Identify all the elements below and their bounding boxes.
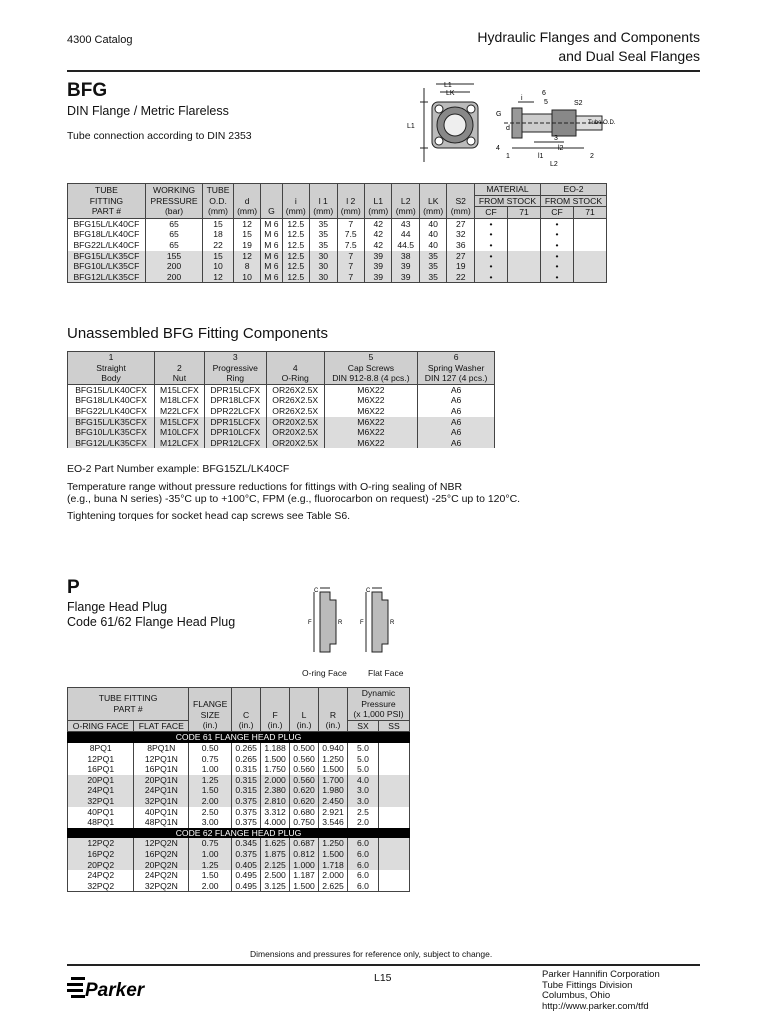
label-4: 4 <box>496 145 500 152</box>
col-l1: l 1 (mm) <box>310 184 337 219</box>
table-row: BFG15L/LK35CFX M15LCFX DPR15LCFX OR20X2.5X M6X22 A6 <box>68 417 495 428</box>
table-row: BFG12L/LK35CFX M12LCFX DPR12LCFX OR20X2.5X M6X22 A6 <box>68 438 495 449</box>
col-ring: 3 Progressive Ring <box>204 352 266 385</box>
col-LK: LK (mm) <box>419 184 446 219</box>
header-title-line1: Hydraulic Flanges and Components <box>477 29 700 45</box>
label-5: 5 <box>544 99 548 106</box>
col-body: 1 Straight Body <box>68 352 155 385</box>
col-F: F (in.) <box>261 688 290 732</box>
col-ss: SS <box>379 720 410 732</box>
band-code62: CODE 62 FLANGE HEAD PLUG <box>68 828 410 839</box>
label-1: 1 <box>506 153 510 160</box>
table-row: BFG10L/LK35CF 200 10 8 M 6 12.5 30 7 39 39 35 19 • • <box>68 261 607 272</box>
table-row: BFG15L/LK35CF 155 15 12 M 6 12.5 30 7 39 38 35 27 • • <box>68 251 607 262</box>
col-tube-od: TUBE O.D. (mm) <box>203 184 234 219</box>
catalog-label: 4300 Catalog <box>67 34 133 46</box>
col-tube-fitting: TUBE FITTING PART # <box>68 688 189 721</box>
col-712: 71 <box>574 207 607 219</box>
page-number: L15 <box>374 972 392 984</box>
temp-note-line2: (e.g., buna N series) -35°C up to +100°C, FPM (e.g., fluorocarbon on request) -25°C up to 120°C. <box>67 493 521 505</box>
plug-name-1: Flange Head Plug <box>67 600 168 614</box>
label-R-oring: R <box>338 620 343 626</box>
table-row: 16PQ1 16PQ1N 1.00 0.315 1.750 0.560 1.500 5.0 <box>68 764 410 775</box>
label-C-flat: C <box>366 588 371 594</box>
col-washer: 6 Spring Washer DIN 127 (4 pcs.) <box>418 352 495 385</box>
temp-note-line1: Temperature range without pressure reductions for fittings with O-ring sealing of NBR <box>67 481 463 493</box>
col-l2: l 2 (mm) <box>337 184 364 219</box>
col-screws: 5 Cap Screws DIN 912-8.8 (4 pcs.) <box>324 352 418 385</box>
page-header-title <box>477 28 700 66</box>
table-row: 12PQ2 12PQ2N 0.75 0.345 1.625 0.687 1.250 6.0 <box>68 838 410 849</box>
label-S2: S2 <box>574 100 583 107</box>
col-cf2: CF <box>541 207 574 219</box>
col-R: R (in.) <box>319 688 348 732</box>
unassembled-table <box>67 351 495 448</box>
label-C-oring: C <box>314 588 319 594</box>
table-row: BFG22L/LK40CF 65 22 19 M 6 12.5 35 7.5 42 44.5 40 36 • • <box>68 240 607 251</box>
col-nut: 2 Nut <box>155 352 205 385</box>
table-row: 8PQ1 8PQ1N 0.50 0.265 1.188 0.500 0.940 5.0 <box>68 743 410 754</box>
col-flange-size: FLANGE SIZE (in.) <box>189 688 232 732</box>
col-S2: S2 (mm) <box>447 184 475 219</box>
table-row: BFG22L/LK40CFX M22LCFX DPR22LCFX OR26X2.5X M6X22 A6 <box>68 406 495 417</box>
col-dynamic: Dynamic Pressure (x 1,000 PSI) <box>348 688 410 721</box>
bfg-flange-front-diagram <box>404 80 504 170</box>
table-row: 20PQ2 20PQ2N 1.25 0.405 2.125 1.000 1.718 6.0 <box>68 860 410 871</box>
footer-rule <box>67 964 700 966</box>
bfg-note: Tube connection according to DIN 2353 <box>67 130 252 142</box>
plug-diagrams <box>306 582 416 662</box>
parker-logo <box>67 972 155 1002</box>
table-row: BFG18L/LK40CF 65 18 15 M 6 12.5 35 7.5 42 44 40 32 • • <box>68 229 607 240</box>
col-L: L (in.) <box>290 688 319 732</box>
table-row: BFG18L/LK40CFX M18LCFX DPR18LCFX OR26X2.5X M6X22 A6 <box>68 395 495 406</box>
label-F-oring: F <box>308 620 312 626</box>
plug-code: P <box>67 577 80 598</box>
parker-logo-icon <box>67 972 155 1002</box>
bfg-fitting-side-diagram <box>494 88 616 168</box>
col-cf: CF <box>475 207 508 219</box>
label-3: 3 <box>554 135 558 142</box>
bfg-code: BFG <box>67 80 108 101</box>
col-L2: L2 (mm) <box>392 184 419 219</box>
bfg-spec-table <box>67 183 607 283</box>
label-LK: LK <box>446 90 455 97</box>
bfg-name: DIN Flange / Metric Flareless <box>67 104 229 118</box>
table-row: BFG15L/LK40CFX M15LCFX DPR15LCFX OR26X2.5X M6X22 A6 <box>68 384 495 395</box>
header-rule <box>67 70 700 72</box>
label-d: d <box>506 125 510 132</box>
label-F-flat: F <box>360 620 364 626</box>
label-6: 6 <box>542 90 546 97</box>
torque-note: Tightening torques for socket head cap screws see Table S6. <box>67 510 351 522</box>
col-material-stock: FROM STOCK <box>475 195 541 207</box>
table-row: 24PQ2 24PQ2N 1.50 0.495 2.500 1.187 2.000 6.0 <box>68 870 410 881</box>
col-flat-face: FLAT FACE <box>134 720 189 732</box>
label-tube-od: Tube O.D. <box>588 120 616 126</box>
label-R-flat: R <box>390 620 395 626</box>
label-G: G <box>496 111 502 118</box>
plug-name-2: Code 61/62 Flange Head Plug <box>67 615 236 629</box>
table-row: BFG10L/LK35CFX M10LCFX DPR10LCFX OR20X2.5X M6X22 A6 <box>68 427 495 438</box>
col-eo2: EO-2 <box>541 184 607 196</box>
label-2: 2 <box>590 153 594 160</box>
table-row: 40PQ1 40PQ1N 2.50 0.375 3.312 0.680 2.921 2.5 <box>68 807 410 818</box>
table-row: 12PQ1 12PQ1N 0.75 0.265 1.500 0.560 1.250 5.0 <box>68 754 410 765</box>
col-part: TUBE FITTING PART # <box>68 184 146 219</box>
table-row: 32PQ2 32PQ2N 2.00 0.495 3.125 1.500 2.625 6.0 <box>68 881 410 892</box>
col-oring: 4 O-Ring <box>266 352 324 385</box>
company-name: Parker Hannifin Corporation <box>542 969 660 980</box>
col-oring-face: O-RING FACE <box>68 720 134 732</box>
table-row: 48PQ1 48PQ1N 3.00 0.375 4.000 0.750 3.546 2.0 <box>68 817 410 828</box>
col-sx: SX <box>348 720 379 732</box>
col-d: d (mm) <box>233 184 260 219</box>
company-info <box>542 970 660 1012</box>
parker-logo-text: Parker <box>85 980 145 1001</box>
col-material: MATERIAL <box>475 184 541 196</box>
col-71: 71 <box>508 207 541 219</box>
table-row: BFG15L/LK40CF 65 15 12 M 6 12.5 35 7 42 43 40 27 • • <box>68 218 607 229</box>
col-pressure: WORKING PRESSURE (bar) <box>145 184 202 219</box>
footer-disclaimer: Dimensions and pressures for reference only, subject to change. <box>250 949 493 959</box>
company-city: Columbus, Ohio <box>542 990 611 1001</box>
eo2-example: EO-2 Part Number example: BFG15ZL/LK40CF <box>67 463 290 475</box>
col-eo2-stock: FROM STOCK <box>541 195 607 207</box>
col-L1: L1 (mm) <box>364 184 391 219</box>
col-i: i (mm) <box>282 184 309 219</box>
table-row: 20PQ1 20PQ1N 1.25 0.315 2.000 0.560 1.700 4.0 <box>68 775 410 786</box>
header-title-line2: and Dual Seal Flanges <box>558 48 700 64</box>
label-i: i <box>521 95 523 102</box>
table-row: BFG12L/LK35CF 200 12 10 M 6 12.5 30 7 39 39 35 22 • • <box>68 272 607 283</box>
label-l1: l1 <box>538 153 544 160</box>
plug-table <box>67 687 410 892</box>
label-L1-top: L1 <box>444 82 452 89</box>
col-g: G <box>261 184 282 219</box>
company-division: Tube Fittings Division <box>542 979 633 991</box>
col-C: C (in.) <box>232 688 261 732</box>
band-code61: CODE 61 FLANGE HEAD PLUG <box>68 732 410 743</box>
table-row: 24PQ1 24PQ1N 1.50 0.315 2.380 0.620 1.980 3.0 <box>68 785 410 796</box>
caption-flat-face: Flat Face <box>368 668 404 678</box>
table-row: 32PQ1 32PQ1N 2.00 0.375 2.810 0.620 2.450 3.0 <box>68 796 410 807</box>
company-url[interactable]: http://www.parker.com/tfd <box>542 1000 649 1012</box>
unassembled-title: Unassembled BFG Fitting Components <box>67 325 328 342</box>
table-row: 16PQ2 16PQ2N 1.00 0.375 1.875 0.812 1.500 6.0 <box>68 849 410 860</box>
label-l2: l2 <box>558 145 564 152</box>
label-L1-side: L1 <box>407 123 415 130</box>
label-L2: L2 <box>550 161 558 168</box>
caption-oring-face: O-ring Face <box>302 668 347 678</box>
